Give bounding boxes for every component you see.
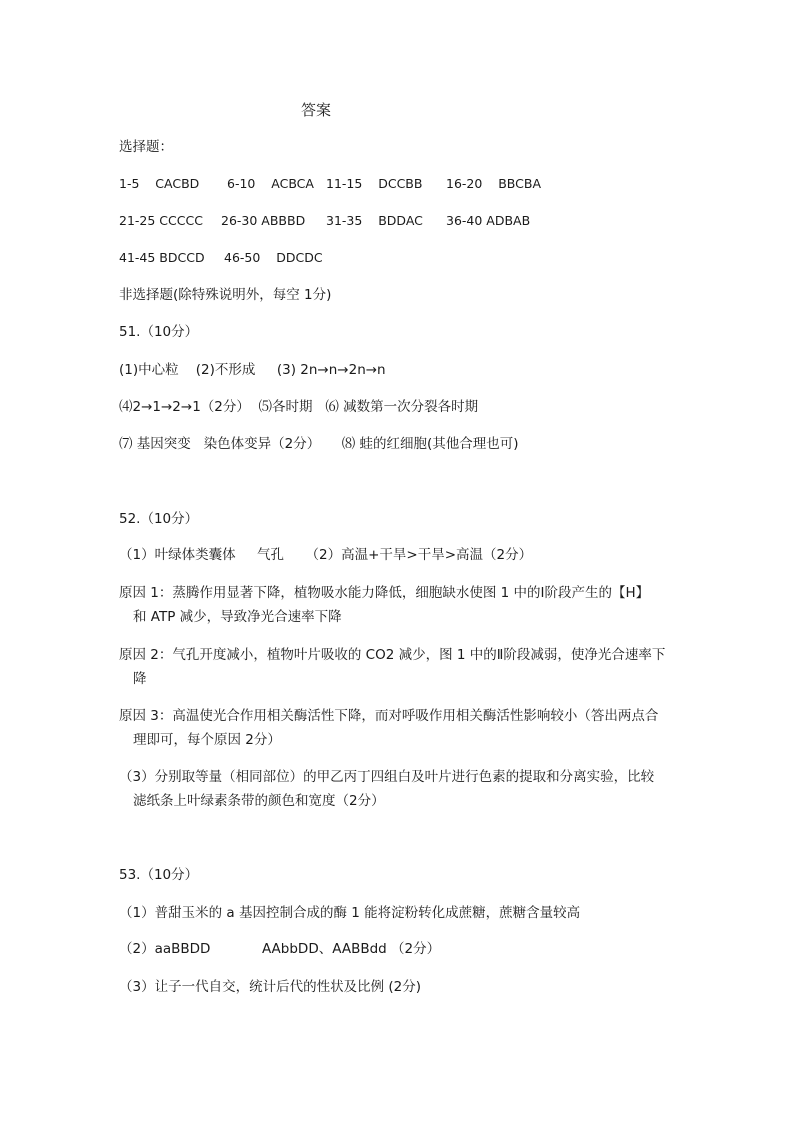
q51-line-1: (1)中心粒 (2)不形成 (3) 2n→n→2n→n [119, 362, 386, 378]
q52-reason-2-cont: 降 [133, 671, 147, 687]
q52-reason-1: 原因 1：蒸腾作用显著下降，植物吸水能力降低，细胞缺水使图 1 中的Ⅰ阶段产生的【H】 [119, 585, 650, 601]
q53-header: 53.（10分） [119, 867, 199, 883]
choice-group: 11-15 DCCBB [326, 176, 423, 191]
q51-line-2: ⑷2→1→2→1（2分） ⑸各时期 ⑹ 减数第一次分裂各时期 [119, 399, 479, 415]
choice-group: 21-25 CCCCC [119, 213, 203, 228]
q52-reason-3-cont: 理即可，每个原因 2分） [133, 732, 281, 748]
q51-header: 51.（10分） [119, 324, 199, 340]
page-title: 答案 [301, 101, 332, 119]
choice-group: 26-30 ABBBD [221, 213, 306, 228]
q52-line-3-cont: 滤纸条上叶绿素条带的颜色和宽度（2分） [133, 793, 385, 809]
q52-header: 52.（10分） [119, 511, 199, 527]
choice-group: 36-40 ADBAB [446, 213, 531, 228]
q52-reason-1-cont: 和 ATP 减少，导致净光合速率下降 [133, 609, 342, 625]
choice-header: 选择题： [119, 139, 173, 155]
q51-line-3: ⑺ 基因突变 染色体变异（2分） ⑻ 蛙的红细胞(其他合理也可) [119, 436, 519, 452]
q52-line-1: （1）叶绿体类囊体 气孔 （2）高温+干旱>干旱>高温（2分） [119, 547, 533, 563]
q53-line-3: （3）让子一代自交，统计后代的性状及比例 (2分) [119, 979, 422, 995]
choice-group: 16-20 BBCBA [446, 176, 542, 191]
q52-reason-3: 原因 3：高温使光合作用相关酶活性下降，而对呼吸作用相关酶活性影响较小（答出两点合 [119, 708, 659, 724]
q52-line-3: （3）分别取等量（相同部位）的甲乙丙丁四组白及叶片进行色素的提取和分离实验，比较 [119, 769, 655, 785]
q53-line-1: （1）普甜玉米的 a 基因控制合成的酶 1 能将淀粉转化成蔗糖，蔗糖含量较高 [119, 905, 581, 921]
choice-group: 46-50 DDCDC [224, 250, 323, 265]
q52-reason-2: 原因 2：气孔开度减小，植物叶片吸收的 CO2 减少，图 1 中的Ⅱ阶段减弱，使净光合速率下 [119, 647, 666, 663]
nonchoice-header: 非选择题(除特殊说明外，每空 1分) [119, 287, 332, 303]
q53-line-2: （2）aaBBDD AAbbDD、AABBdd （2分） [119, 941, 441, 957]
choice-group: 31-35 BDDAC [326, 213, 423, 228]
choice-group: 41-45 BDCCD [119, 250, 205, 265]
choice-group: 6-10 ACBCA [227, 176, 314, 191]
choice-group: 1-5 CACBD [119, 176, 200, 191]
